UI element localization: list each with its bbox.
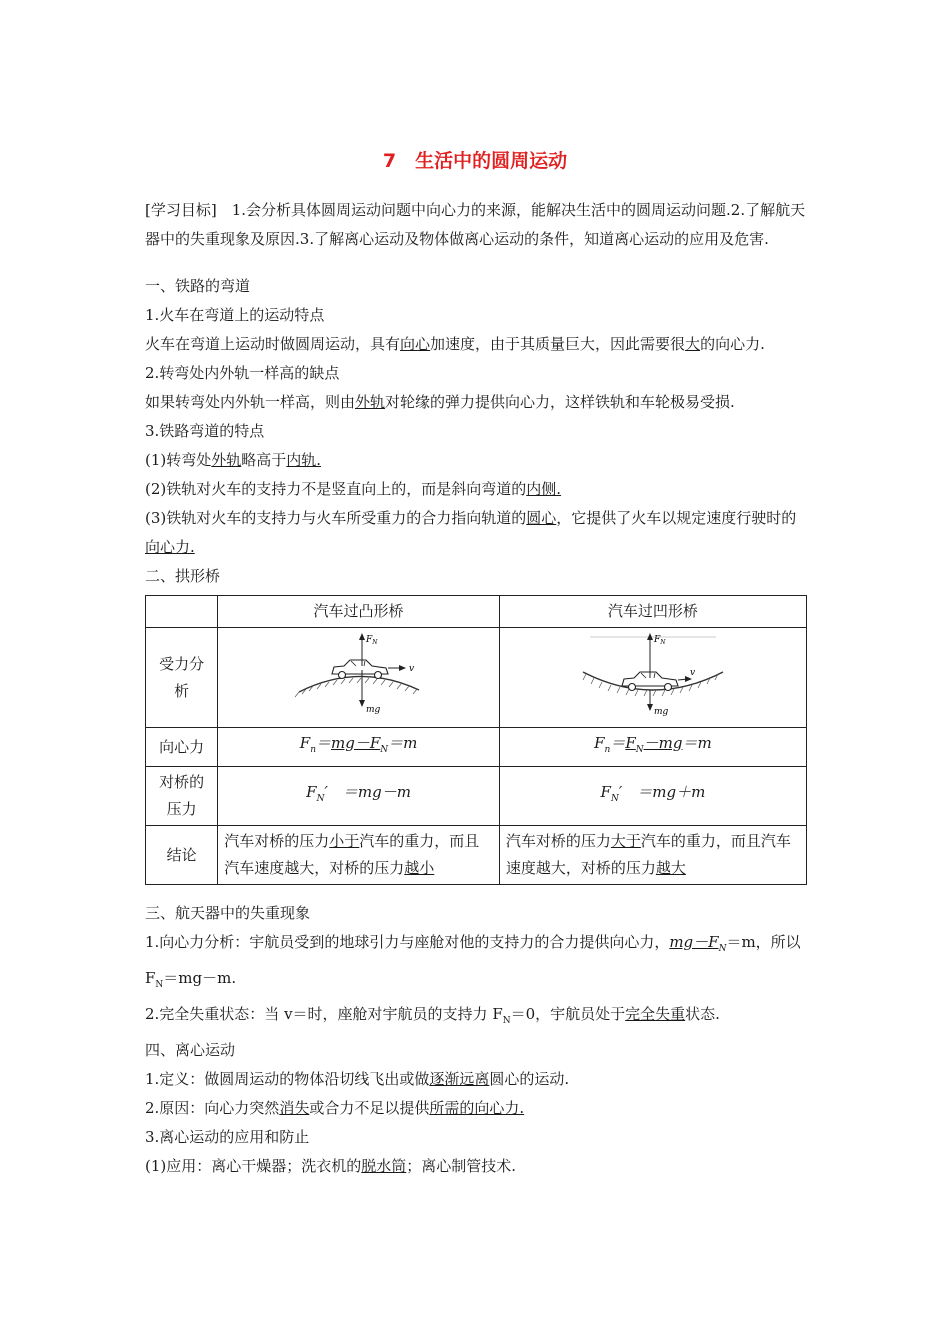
concave-figure-cell: [499, 628, 806, 728]
convex-pressure-formula: $F_N'$ ＝mg－m: [218, 767, 500, 826]
table-header-concave: 汽车过凹形桥: [499, 596, 806, 628]
blank-answer: 外轨: [211, 451, 242, 469]
s1-paragraph-1: 火车在弯道上运动时做圆周运动，具有向心加速度，由于其质量巨大，因此需要很大的向心力.: [145, 335, 765, 353]
table-header-convex: 汽车过凸形桥: [218, 596, 500, 628]
blank-answer: 圆心: [526, 509, 557, 527]
s1-paragraph-2: 如果转弯处内外轨一样高，则由外轨对轮缘的弹力提供向心力，这样铁轨和车轮极易受损.: [145, 393, 735, 411]
s1-subheading-1: 1.火车在弯道上的运动特点: [145, 306, 325, 324]
table-row: [146, 826, 807, 885]
convex-bridge-figure: [294, 630, 424, 716]
objectives-text: 1.会分析具体圆周运动问题中向心力的来源，能解决生活中的圆周运动问题.2.了解航天器中的失重现象及原因.3.了解离心运动及物体做离心运动的条件，知道离心运动的应用及危害.: [145, 201, 806, 248]
blank-answer: 向心力.: [145, 538, 195, 556]
s1-item-3: (3)铁轨对火车的支持力与火车所受重力的合力指向轨道的圆心，它提供了火车以规定速度行驶时的向心力.: [145, 509, 797, 556]
row-label-centripetal: 向心力: [146, 728, 218, 767]
blank-answer: 大: [685, 335, 701, 353]
blank-answer: 消失: [279, 1099, 310, 1117]
velocity-label: v: [408, 664, 414, 674]
s4-subheading-3: 3.离心运动的应用和防止: [145, 1128, 310, 1146]
velocity-label: v: [689, 668, 696, 678]
blank-answer: 内侧.: [526, 480, 562, 498]
blank-answer: 内轨.: [286, 451, 322, 469]
blank-answer: 向心: [400, 335, 431, 353]
blank-answer: 脱水筒: [361, 1157, 407, 1175]
gravity-label: mg: [653, 707, 669, 716]
learning-objectives: [145, 196, 810, 254]
s3-paragraph-1: 1.向心力分析：宇航员受到的地球引力与座舱对他的支持力的合力提供向心力，$mg-F_N=m$，所以 $F_N=mg-m$.: [145, 933, 801, 990]
force-label: $F_N$: [365, 635, 378, 646]
section-4-heading: 四、离心运动: [145, 1041, 236, 1059]
gravity-label: mg: [365, 705, 380, 715]
blank-answer: 外轨: [355, 393, 386, 411]
table-cell: [146, 596, 218, 628]
s4-paragraph-1: 1.定义：做圆周运动的物体沿切线飞出或做逐渐远离圆心的运动.: [145, 1070, 570, 1088]
concave-pressure-formula: $F_N'$ ＝mg＋m: [499, 767, 806, 826]
table-row: [146, 767, 807, 826]
document-body: [145, 196, 810, 1181]
section-2-heading: 二、拱形桥: [145, 567, 221, 585]
convex-conclusion: 汽车对桥的压力小于汽车的重力，而且汽车速度越大，对桥的压力越小: [218, 826, 500, 885]
s4-paragraph-2: 2.原因：向心力突然消失或合力不足以提供所需的向心力.: [145, 1099, 525, 1117]
s3-paragraph-2: 2.完全失重状态：当 v＝时，座舱对宇航员的支持力 $F_N=0$，宇航员处于完全失重状态.: [145, 1005, 720, 1026]
s1-item-2: (2)铁轨对火车的支持力不是竖直向上的，而是斜向弯道的内侧.: [145, 480, 562, 498]
concave-centripetal-formula: $F_n=F_N-mg=m$: [499, 728, 806, 767]
bridge-table: [145, 595, 807, 885]
s1-subheading-3: 3.铁路弯道的特点: [145, 422, 265, 440]
section-3-heading: 三、航天器中的失重现象: [145, 904, 311, 922]
blank-answer: 所需的向心力.: [429, 1099, 525, 1117]
s1-subheading-2: 2.转弯处内外轨一样高的缺点: [145, 364, 340, 382]
objectives-label: [学习目标]: [145, 201, 217, 219]
table-row: [146, 728, 807, 767]
concave-bridge-figure: [578, 630, 728, 716]
row-label-conclusion: 结论: [146, 826, 218, 885]
convex-figure-cell: [218, 628, 500, 728]
force-label: $F_N$: [653, 635, 666, 646]
section-1-heading: 一、铁路的弯道: [145, 277, 251, 295]
page-title: 7 生活中的圆周运动: [382, 150, 568, 172]
s1-item-1: (1)转弯处外轨略高于内轨.: [145, 451, 322, 469]
convex-centripetal-formula: $F_n=mg-F_N=m$: [218, 728, 500, 767]
table-row: [146, 628, 807, 728]
blank-answer: 完全失重: [625, 1005, 686, 1023]
car-icon: [332, 660, 388, 679]
concave-conclusion: 汽车对桥的压力大于汽车的重力，而且汽车速度越大，对桥的压力越大: [499, 826, 806, 885]
table-header-row: [146, 596, 807, 628]
blank-answer: 逐渐远离: [429, 1070, 490, 1088]
row-label-force-analysis: 受力分析: [146, 628, 218, 728]
row-label-pressure: 对桥的压力: [146, 767, 218, 826]
s4-item-1: (1)应用：离心干燥器；洗衣机的脱水筒；离心制管技术.: [145, 1157, 517, 1175]
